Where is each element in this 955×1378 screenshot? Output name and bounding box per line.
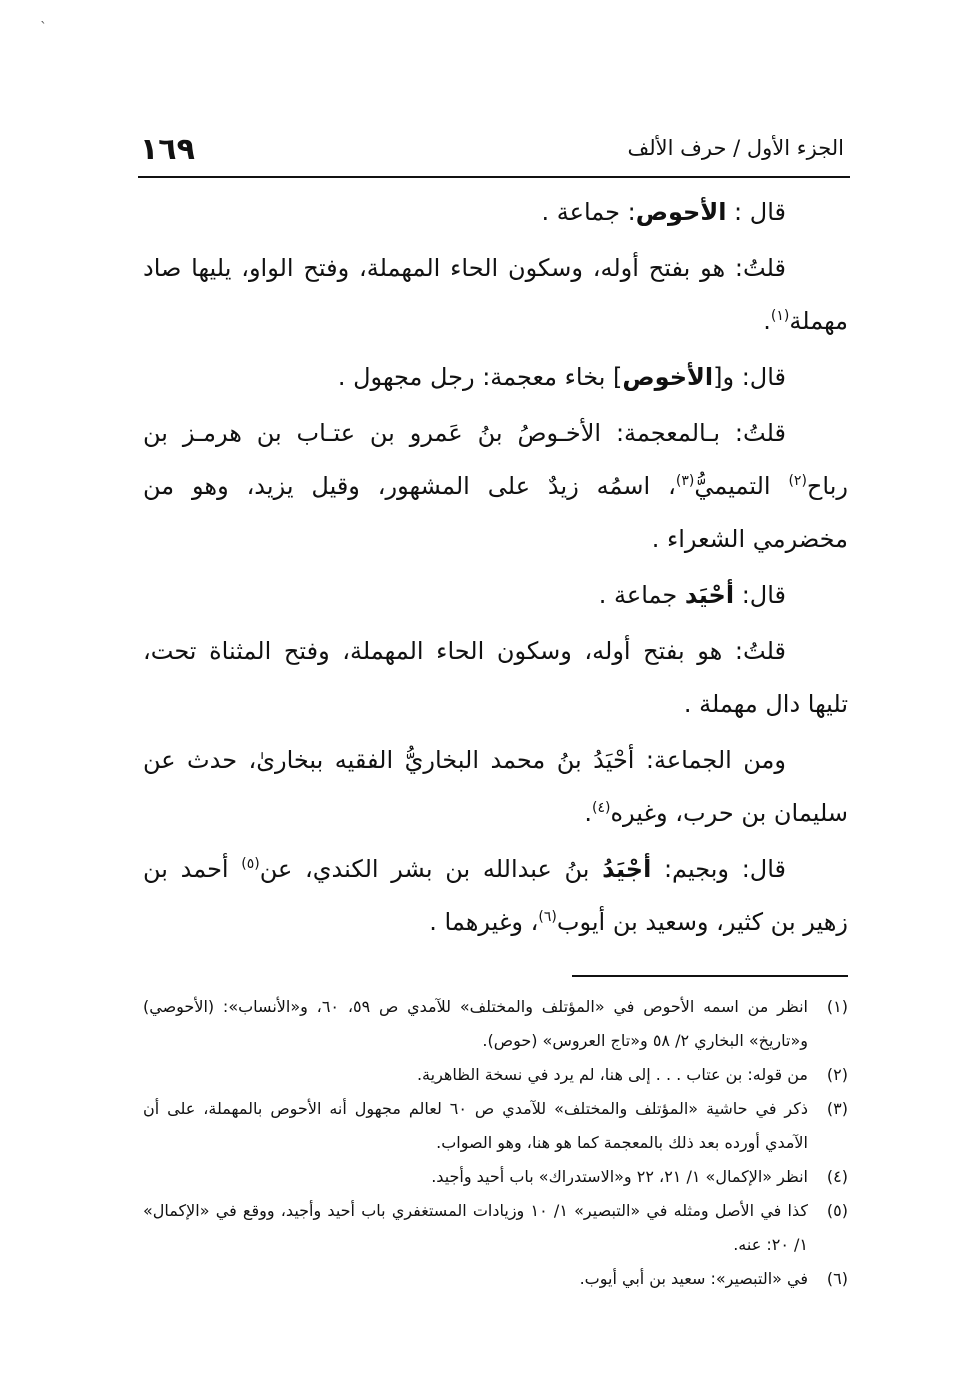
headword: الأحوص <box>635 198 727 226</box>
footnote-ref[interactable]: (٤) <box>591 800 611 816</box>
page-header <box>138 128 848 174</box>
footnote-number: (٢) <box>826 1065 848 1084</box>
text-run: قلتُ: هو بفتح أوله، وسكون الحاء المهملة، وفتح المثناة تحت، تليها دال مهملة . <box>143 637 848 718</box>
footnote-ref[interactable]: (٣) <box>675 473 695 489</box>
paragraph-7 <box>143 734 848 840</box>
text-run: قال: وبجيم: <box>651 855 786 883</box>
text-run: قال: و[ <box>713 363 786 391</box>
footnote-text: انظر «الإكمال» ١/ ٢١، ٢٢ و«الاستدراك» باب أحيد وأجيد. <box>431 1167 808 1186</box>
footnote-number: (٣) <box>826 1099 848 1118</box>
footnote-text: في «التبصير»: سعيد بن أبي أيوب. <box>579 1269 808 1288</box>
header-rule <box>138 176 850 178</box>
footnote-5 <box>143 1194 848 1262</box>
footnote-6 <box>143 1262 848 1296</box>
paragraph-4 <box>143 407 848 566</box>
footnote-ref[interactable]: (٢) <box>788 473 807 489</box>
footnote-ref[interactable]: (٥) <box>241 856 260 872</box>
headword: أجْيَدُ <box>602 855 652 883</box>
paragraph-6 <box>143 625 848 731</box>
page-number: ١٦٩ <box>140 132 195 167</box>
paragraph-1 <box>143 186 848 239</box>
headword: أحْيَد <box>684 581 735 609</box>
paragraph-5 <box>143 569 848 622</box>
footnote-1 <box>143 990 848 1058</box>
text-run: قلتُ: بـالمعجمة: الأخـوصُ بنُ عَمرو بن عتـاب بن هرمـز بن رباح <box>143 419 848 500</box>
footnote-text: كذا في الأصل ومثله في «التبصير» ١/ ١٠ وزيادات المستغفري باب أحيد وأجيد، ووقع في «الإكمال» ١/ ٢٠: عنه. <box>143 1201 808 1254</box>
text-run: : جماعة . <box>541 198 636 226</box>
footnote-number: (١) <box>826 997 848 1016</box>
footnote-text: من قوله: بن عتاب . . . إلى هنا، لم يرد في نسخة الظاهرية. <box>416 1065 808 1084</box>
text-run: . <box>763 307 771 335</box>
paragraph-2 <box>143 242 848 348</box>
text-run: ] بخاء معجمة: رجل مجهول . <box>337 363 623 391</box>
footnote-4 <box>143 1160 848 1194</box>
footnote-ref[interactable]: (٦) <box>538 909 557 925</box>
text-run: التميميُّ <box>694 472 789 500</box>
text-run: ، وغيرهما . <box>429 908 539 936</box>
main-text <box>143 186 848 952</box>
running-title: الجزء الأول / حرف الألف <box>627 136 844 160</box>
paragraph-3 <box>143 351 848 404</box>
footnote-number: (٤) <box>826 1167 848 1186</box>
margin-mark: ˎ <box>40 8 47 24</box>
text-run: قال: <box>734 581 786 609</box>
paragraph-8 <box>143 843 848 949</box>
footnote-rule <box>572 975 848 977</box>
text-run: قلتُ: هو بفتح أوله، وسكون الحاء المهملة، وفتح الواو، يليها صاد مهملة <box>143 254 848 335</box>
headword: الأخوص <box>622 363 714 391</box>
text-run: أحمد بن زهير بن كثير، وسعيد بن أيوب <box>143 855 848 936</box>
text-run: جماعة . <box>598 581 685 609</box>
footnote-number: (٥) <box>826 1201 848 1220</box>
text-run: ، اسمُه زيدٌ على المشهور، وقيل يزيد، وهو من مخضرمي الشعراء . <box>143 472 848 553</box>
footnote-ref[interactable]: (١) <box>770 308 790 324</box>
text-run: . <box>584 799 592 827</box>
footnote-text: انظر من اسمه الأحوص في «المؤتلف والمختلف» للآمدي ص ٥٩، ٦٠، و«الأنساب»: (الأحوصي) و«تاريخ» البخاري ٢/ ٥٨ و«تاج العروس» (حوص). <box>143 997 808 1050</box>
text-run: ومن الجماعة: أحْيَدُ بنُ محمد البخاريُّ الفقيه ببخارىٰ، حدث عن سليمان بن حرب، وغيره <box>143 746 848 827</box>
footnote-2 <box>143 1058 848 1092</box>
footnote-text: ذكر في حاشية «المؤتلف والمختلف» للآمدي ص ٦٠ لعالم مجهول أنه الأحوص بالمهملة، على أن الآمدي أورده بعد ذلك بالمعجمة كما هو هنا، وهو الصواب. <box>143 1099 809 1152</box>
footnote-3 <box>143 1092 848 1160</box>
text-run: بنُ عبدالله بن بشر الكندي، عن <box>259 855 603 883</box>
footnotes <box>143 990 848 1296</box>
text-run: قال : <box>726 198 786 226</box>
footnote-number: (٦) <box>826 1269 848 1288</box>
